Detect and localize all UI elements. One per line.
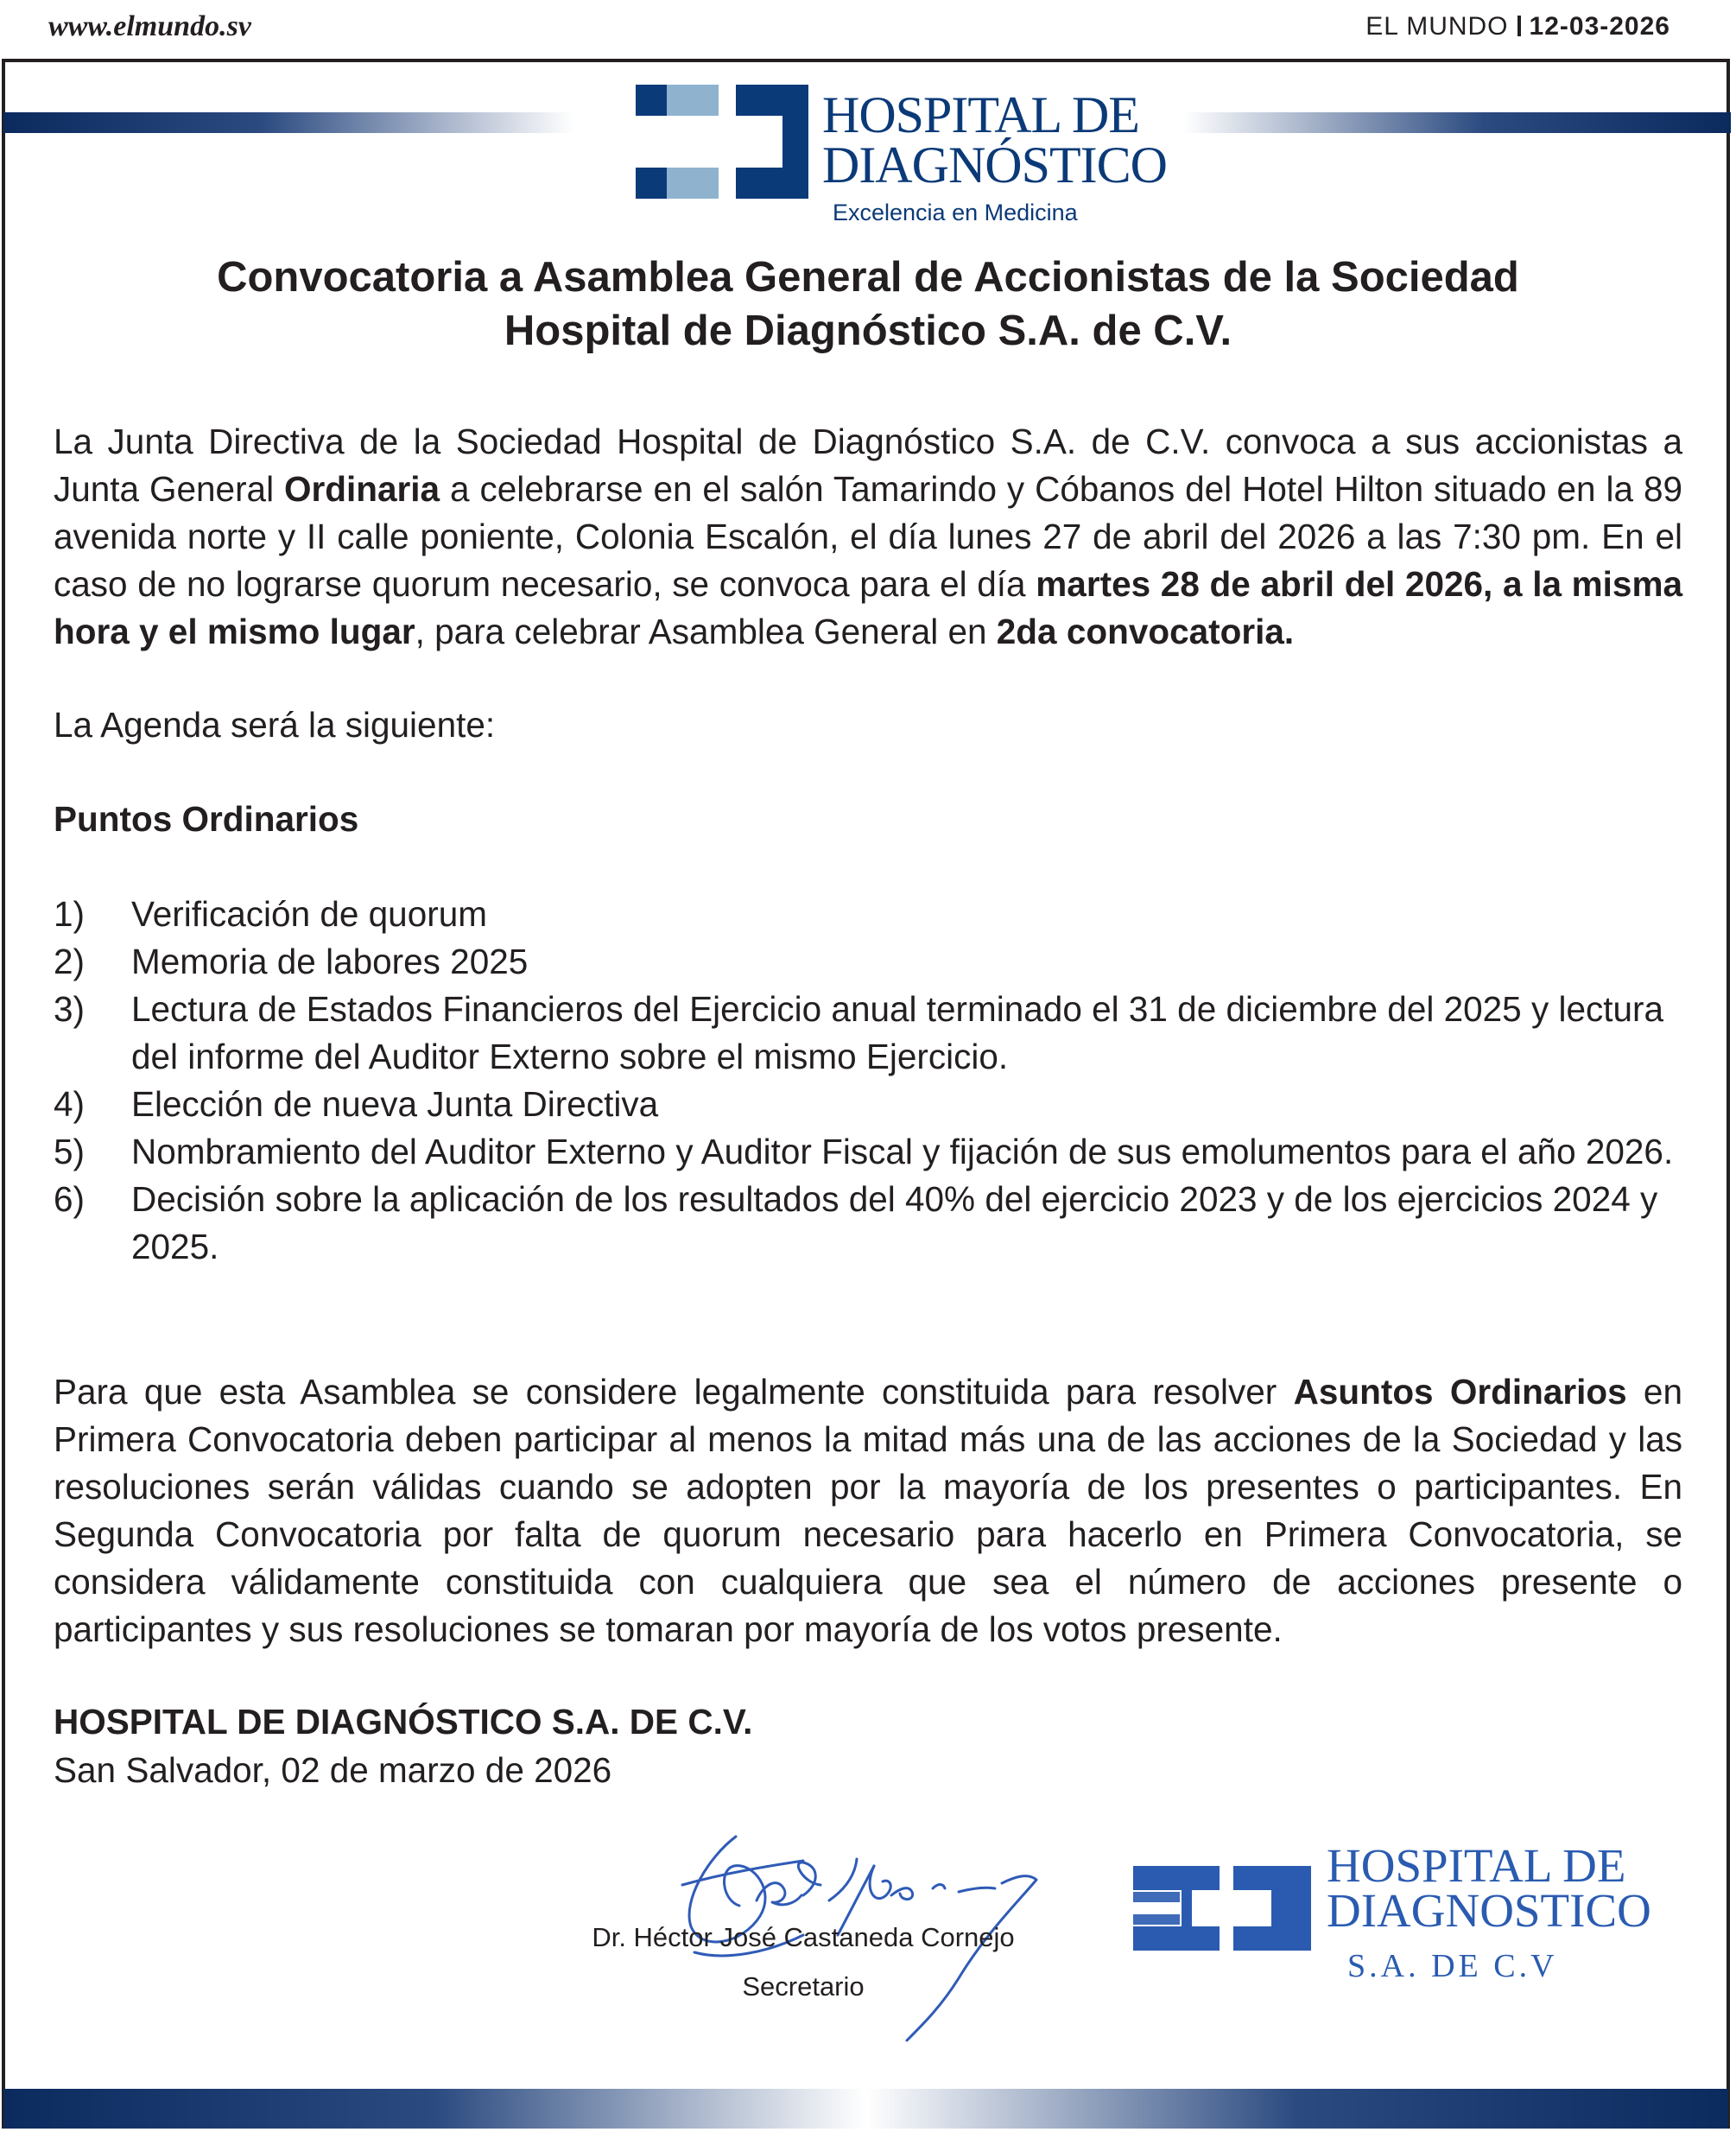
stamp-cross-logo-icon (1130, 1861, 1320, 1956)
list-item-number: 3) (54, 989, 86, 1029)
list-item (54, 1128, 1695, 1176)
list-item-number: 2) (54, 942, 86, 981)
publication-date: 12-03-2026 (1529, 12, 1670, 41)
p1-text-2: a celebrarse en el salón Tamarindo y Cóbanos del Hotel Hilton situado en la 89 avenida norte y II calle poniente, Colonia Escalón, el día lunes 27 de abril del 2026 a las 7:30 pm. En el caso de no lograrse quorum necesario, se convoca para el día (54, 469, 1682, 604)
stamp-wordmark (1327, 1839, 1651, 1937)
top-right-band (1183, 112, 1731, 133)
hospital-logo (636, 85, 1167, 232)
agenda-intro: La Agenda será la siguiente: (54, 705, 496, 745)
signatory-name: Dr. Héctor José Castaneda Cornejo (592, 1922, 1015, 1952)
title-line2: Hospital de Diagnóstico S.A. de C.V. (504, 308, 1232, 354)
stamp-line3: S.A. DE C.V (1347, 1948, 1558, 1984)
list-item (54, 986, 1695, 1081)
logo-name-line1: HOSPITAL DE (822, 86, 1139, 143)
p1-bold-second-date: martes 28 de abril del 2026, a la misma hora y el mismo lugar (54, 564, 1682, 651)
list-item-text: Memoria de labores 2025 (131, 942, 529, 981)
p1-bold-ordinaria: Ordinaria (284, 469, 440, 509)
hospital-cross-logo-icon (636, 85, 808, 199)
list-item-text: Decisión sobre la aplicación de los resultados del 40% del ejercicio 2023 y de los ejercicios 2024 y 2025. (131, 1179, 1658, 1266)
list-item-text: Elección de nueva Junta Directiva (131, 1084, 659, 1124)
list-item-number: 4) (54, 1084, 86, 1124)
separator-bar (1517, 16, 1521, 36)
p2-text-2: en Primera Convocatoria deben participar al menos la mitad más una de las acciones de la Sociedad y las resoluciones serán válidas cuando se adopten por la mayoría de los presentes o participantes. En Segunda Convocatoria por falta de quorum necesario para hacerlo en Primera Convocatoria, se considera válidamente constituida con cualquiera que sea el número de acciones presente o participantes y sus resoluciones se tomaran por mayoría de los votos presente. (54, 1372, 1682, 1649)
p1-text-1: La Junta Directiva de la Sociedad Hospital de Diagnóstico S.A. de C.V. convoca a sus accionistas a Junta General (54, 422, 1682, 509)
list-item (54, 891, 1695, 938)
list-item-number: 6) (54, 1179, 86, 1219)
list-item-number: 5) (54, 1132, 86, 1171)
convocation-paragraph (54, 418, 1682, 656)
page-title (0, 251, 1736, 358)
publication-info (1365, 12, 1670, 41)
p2-bold-asuntos: Asuntos Ordinarios (1293, 1372, 1627, 1412)
title-line1: Convocatoria a Asamblea General de Accionistas de la Sociedad (217, 254, 1519, 301)
list-item (54, 938, 1695, 986)
p2-text-1: Para que esta Asamblea se considere legalmente constituida para resolver (54, 1372, 1294, 1412)
place-date: San Salvador, 02 de marzo de 2026 (54, 1750, 612, 1790)
stamp-line2: DIAGNOSTICO (1327, 1884, 1651, 1937)
ordinary-points-heading: Puntos Ordinarios (54, 799, 359, 839)
bottom-band (3, 2089, 1728, 2129)
site-url[interactable]: www.elmundo.sv (48, 10, 251, 42)
quorum-paragraph (54, 1368, 1682, 1653)
logo-wordmark (822, 86, 1167, 194)
logo-name-line2: DIAGNÓSTICO (822, 136, 1167, 194)
list-item (54, 1081, 1695, 1128)
masthead (0, 0, 1736, 59)
company-name: HOSPITAL DE DIAGNÓSTICO S.A. DE C.V. (54, 1702, 753, 1742)
top-left-band (3, 112, 573, 133)
stamp-line1: HOSPITAL DE (1327, 1839, 1626, 1892)
list-item-text: Nombramiento del Auditor Externo y Auditor Fiscal y fijación de sus emolumentos para el año 2026. (131, 1132, 1674, 1171)
list-item (54, 1176, 1695, 1271)
publication-name: EL MUNDO (1365, 12, 1509, 41)
logo-tagline: Excelencia en Medicina (833, 200, 1078, 225)
p1-text-3: , para celebrar Asamblea General en (415, 612, 997, 651)
agenda-list (54, 891, 1695, 1271)
list-item-number: 1) (54, 894, 86, 934)
p1-bold-second-call: 2da convocatoria. (996, 612, 1295, 651)
list-item-text: Verificación de quorum (131, 894, 487, 934)
signatory-role: Secretario (742, 1971, 865, 2002)
company-stamp (1130, 1831, 1651, 2004)
list-item-text: Lectura de Estados Financieros del Ejercicio anual terminado el 31 de diciembre del 2025 y lectura del informe del Auditor Externo sobre el mismo Ejercicio. (131, 989, 1664, 1076)
